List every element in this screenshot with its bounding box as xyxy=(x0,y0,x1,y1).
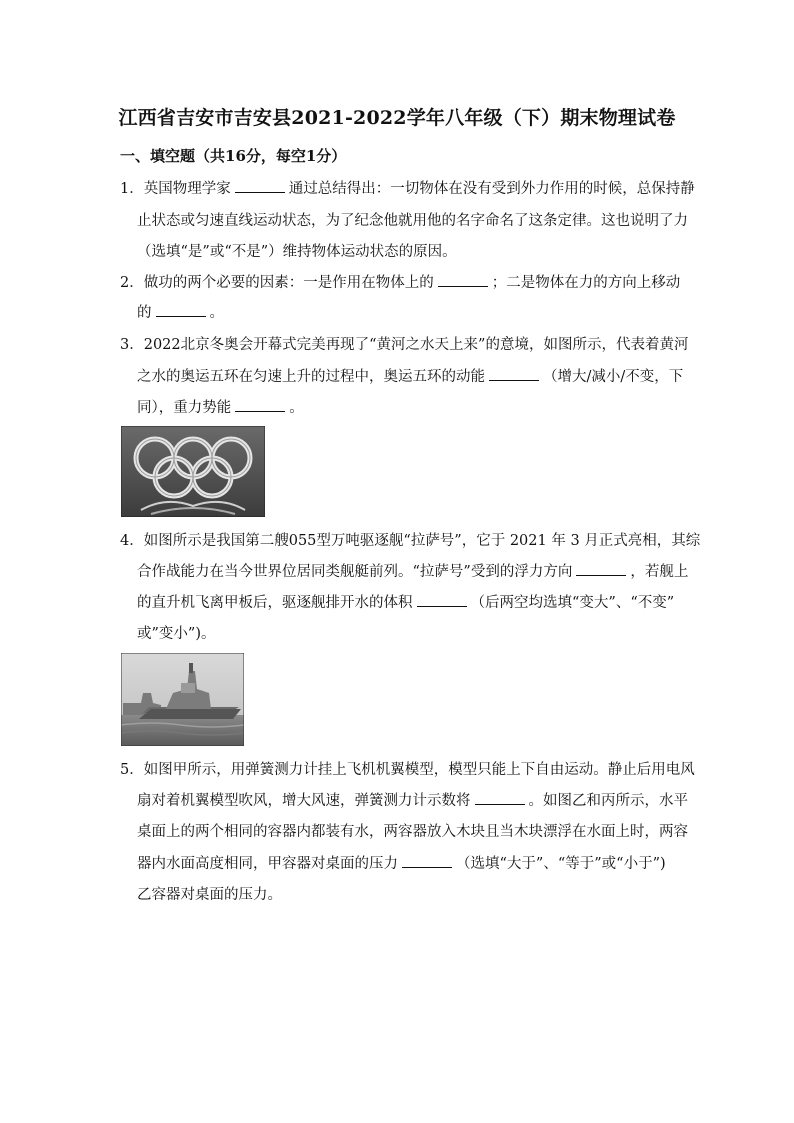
question-5-line-1: 5．如图甲所示，用弹簧测力计挂上飞机机翼模型，模型只能上下自由运动。静止后用电风 xyxy=(120,762,695,778)
question-4-text: （后两空均选填“变大”、“不变” xyxy=(470,595,675,611)
page-title: 江西省吉安市吉安县2021-2022学年八年级（下）期末物理试卷 xyxy=(118,107,676,129)
question-5-text: 。如图乙和丙所示，水平 xyxy=(528,793,688,809)
question-5-text: （选填“大于”、“等于”或“小于”) xyxy=(456,856,666,872)
answer-blank-4[interactable] xyxy=(489,368,539,381)
question-4-text: ，若舰上 xyxy=(630,564,689,580)
answer-blank-8[interactable] xyxy=(475,792,525,805)
question-5-line-3: 桌面上的两个相同的容器内都装有水，两容器放入木块且当木块漂浮在水面上时，两容 xyxy=(137,824,688,840)
question-1-text: 通过总结得出：一切物体在没有受到外力作用的时候，总保持静 xyxy=(288,181,695,197)
question-5-line-5: 乙容器对桌面的压力。 xyxy=(137,887,282,903)
question-4-line-3 xyxy=(137,594,674,612)
question-3-text: 同），重力势能 xyxy=(137,400,232,416)
answer-blank-3[interactable] xyxy=(156,304,206,317)
question-4-text: 合作战能力在当今世界位居同类舰艇前列。“拉萨号”受到的浮力方向 xyxy=(137,564,573,580)
question-1-line-1 xyxy=(120,180,695,198)
question-4-line-1: 4．如图所示是我国第二艘055型万吨驱逐舰“拉萨号”，它于 2021 年 3 月正式亮相，其综 xyxy=(120,533,701,549)
question-2-text: 。 xyxy=(209,305,224,321)
answer-blank-5[interactable] xyxy=(235,399,285,412)
question-3-text: 。 xyxy=(289,400,304,416)
destroyer-illustration xyxy=(121,653,244,746)
destroyer-ship-image xyxy=(121,653,244,746)
question-4-line-4: 或”变小”)。 xyxy=(137,626,216,642)
question-2-text: 2．做功的两个必要的因素：一是作用在物体上的 xyxy=(120,275,434,291)
question-3-line-1: 3．2022北京冬奥会开幕式完美再现了“黄河之水天上来”的意境，如图所示，代表着黄河 xyxy=(120,337,689,353)
olympic-rings-illustration xyxy=(121,426,265,517)
question-1-text: （选填“是”或“不是”）维持物体运动状态的原因。 xyxy=(137,244,457,260)
question-3-text: 之水的奥运五环在匀速上升的过程中，奥运五环的动能 xyxy=(137,369,485,385)
question-2-line-2 xyxy=(137,304,224,322)
question-2-text: ；二是物体在力的方向上移动 xyxy=(491,275,681,291)
answer-blank-7[interactable] xyxy=(417,594,467,607)
question-5-line-4 xyxy=(137,855,666,873)
olympic-rings-image xyxy=(121,426,265,517)
question-5-text: 扇对着机翼模型吹风，增大风速，弹簧测力计示数将 xyxy=(137,793,471,809)
question-3-text: （增大/减小/不变，下 xyxy=(543,369,684,385)
answer-blank-6[interactable] xyxy=(576,563,626,576)
question-5-line-2 xyxy=(137,792,688,810)
section-heading: 一、填空题（共16分，每空1分） xyxy=(120,147,347,165)
answer-blank-2[interactable] xyxy=(438,274,488,287)
answer-blank-9[interactable] xyxy=(402,855,452,868)
question-3-line-2 xyxy=(137,368,683,386)
question-1-text: 1．英国物理学家 xyxy=(120,181,231,197)
question-5-text: 器内水面高度相同，甲容器对桌面的压力 xyxy=(137,856,398,872)
question-1-line-3 xyxy=(137,243,457,261)
question-2-text: 的 xyxy=(137,305,152,321)
question-4-text: 的直升机飞离甲板后，驱逐舰排开水的体积 xyxy=(137,595,413,611)
answer-blank-1[interactable] xyxy=(235,180,285,193)
question-2-line-1 xyxy=(120,274,680,292)
question-4-line-2 xyxy=(137,563,688,581)
question-1-line-2: 止状态或匀速直线运动状态，为了纪念他就用他的名字命名了这条定律。这也说明了力 xyxy=(137,213,688,229)
question-3-line-3 xyxy=(137,399,304,417)
